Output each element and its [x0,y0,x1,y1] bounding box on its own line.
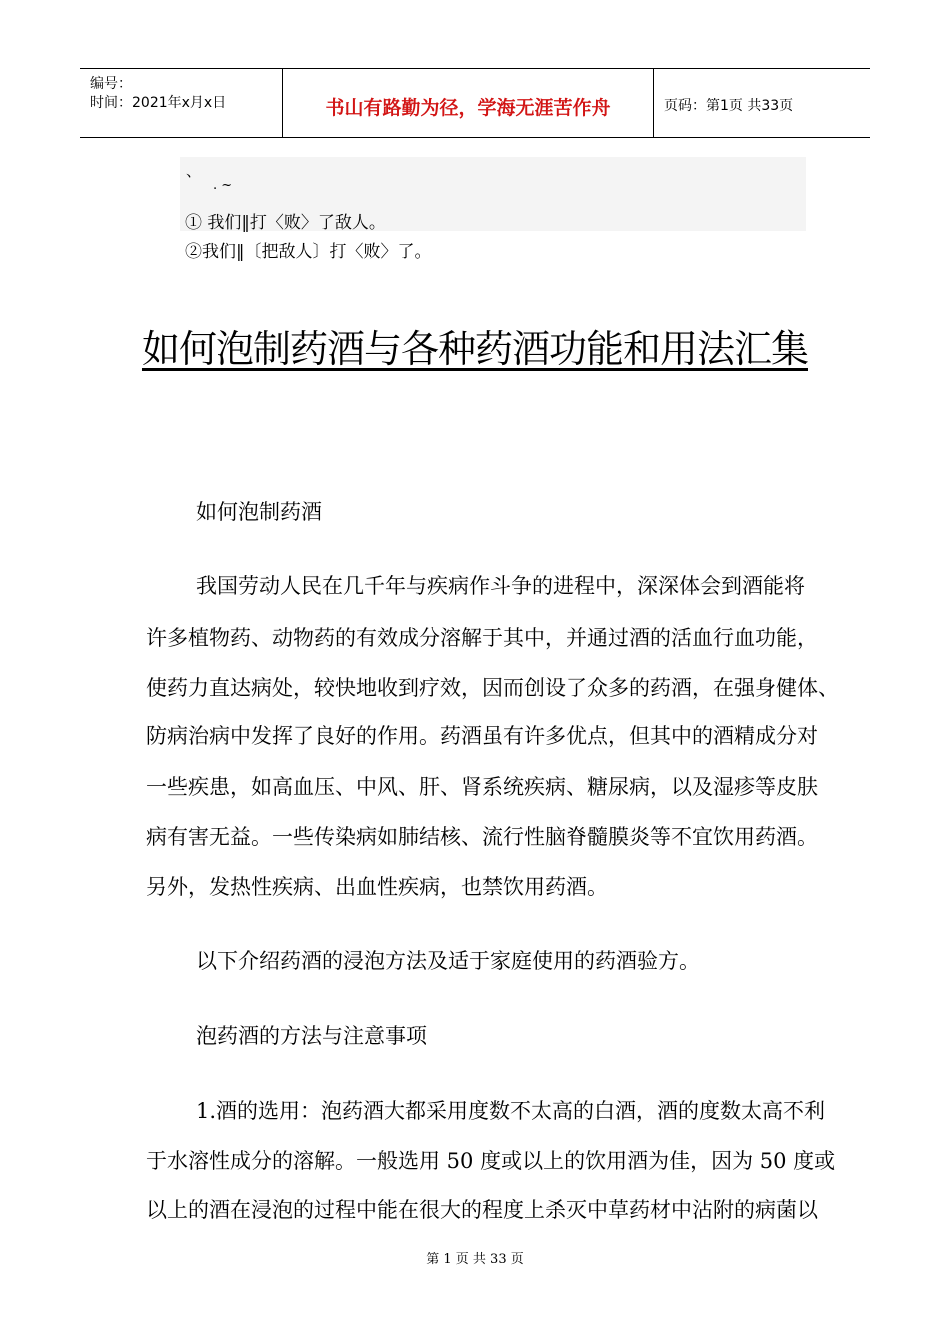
header-page-info: 页码：第1页 共33页 [664,98,794,114]
paragraph-line: 1.酒的选用：泡药酒大都采用度数不太高的白酒，酒的度数太高不利 [196,1099,826,1123]
preamble-mark-2: . ~ [213,178,233,193]
preamble-mark: 、 [186,162,202,180]
preamble-example-2: ②我们‖〔把敌人〕打〈败〉了。 [185,242,432,262]
section-heading: 如何泡制药酒 [196,500,322,524]
header-meta-cell [80,69,283,137]
paragraph-line: 使药力直达病处，较快地收到疗效，因而创设了众多的药酒，在强身健体、 [146,676,839,700]
paragraph-line: 于水溶性成分的溶解。一般选用 50 度或以上的饮用酒为佳，因为 50 度或 [146,1149,836,1173]
paragraph-line: 许多植物药、动物药的有效成分溶解于其中，并通过酒的活血行血功能， [146,626,818,650]
section-heading: 泡药酒的方法与注意事项 [196,1024,427,1048]
header-page-cell [654,69,870,137]
paragraph-line: 以下介绍药酒的浸泡方法及适于家庭使用的药酒验方。 [196,949,700,973]
paragraph-line: 一些疾患，如高血压、中风、肝、肾系统疾病、糖尿病，以及湿疹等皮肤 [146,775,818,799]
header-motto: 书山有路勤为径，学海无涯苦作舟 [325,97,611,119]
document-title: 如何泡制药酒与各种药酒功能和用法汇集 [141,327,808,371]
preamble-example-1: ① 我们‖打〈败〉了敌人。 [185,213,386,233]
page-header [80,68,870,138]
paragraph-line: 以上的酒在浸泡的过程中能在很大的程度上杀灭中草药材中沾附的病菌以 [146,1198,818,1222]
paragraph-line: 另外，发热性疾病、出血性疾病，也禁饮用药酒。 [146,875,608,899]
paragraph-line: 我国劳动人民在几千年与疾病作斗争的进程中，深深体会到酒能将 [196,574,805,598]
header-motto-cell [283,69,654,137]
document-time-label: 时间：2021年x月x日 [90,95,227,111]
document-number-label: 编号： [90,76,132,92]
page-footer: 第 1 页 共 33 页 [426,1252,524,1267]
paragraph-line: 病有害无益。一些传染病如肺结核、流行性脑脊髓膜炎等不宜饮用药酒。 [146,825,818,849]
paragraph-line: 防病治病中发挥了良好的作用。药酒虽有许多优点，但其中的酒精成分对 [146,724,818,748]
